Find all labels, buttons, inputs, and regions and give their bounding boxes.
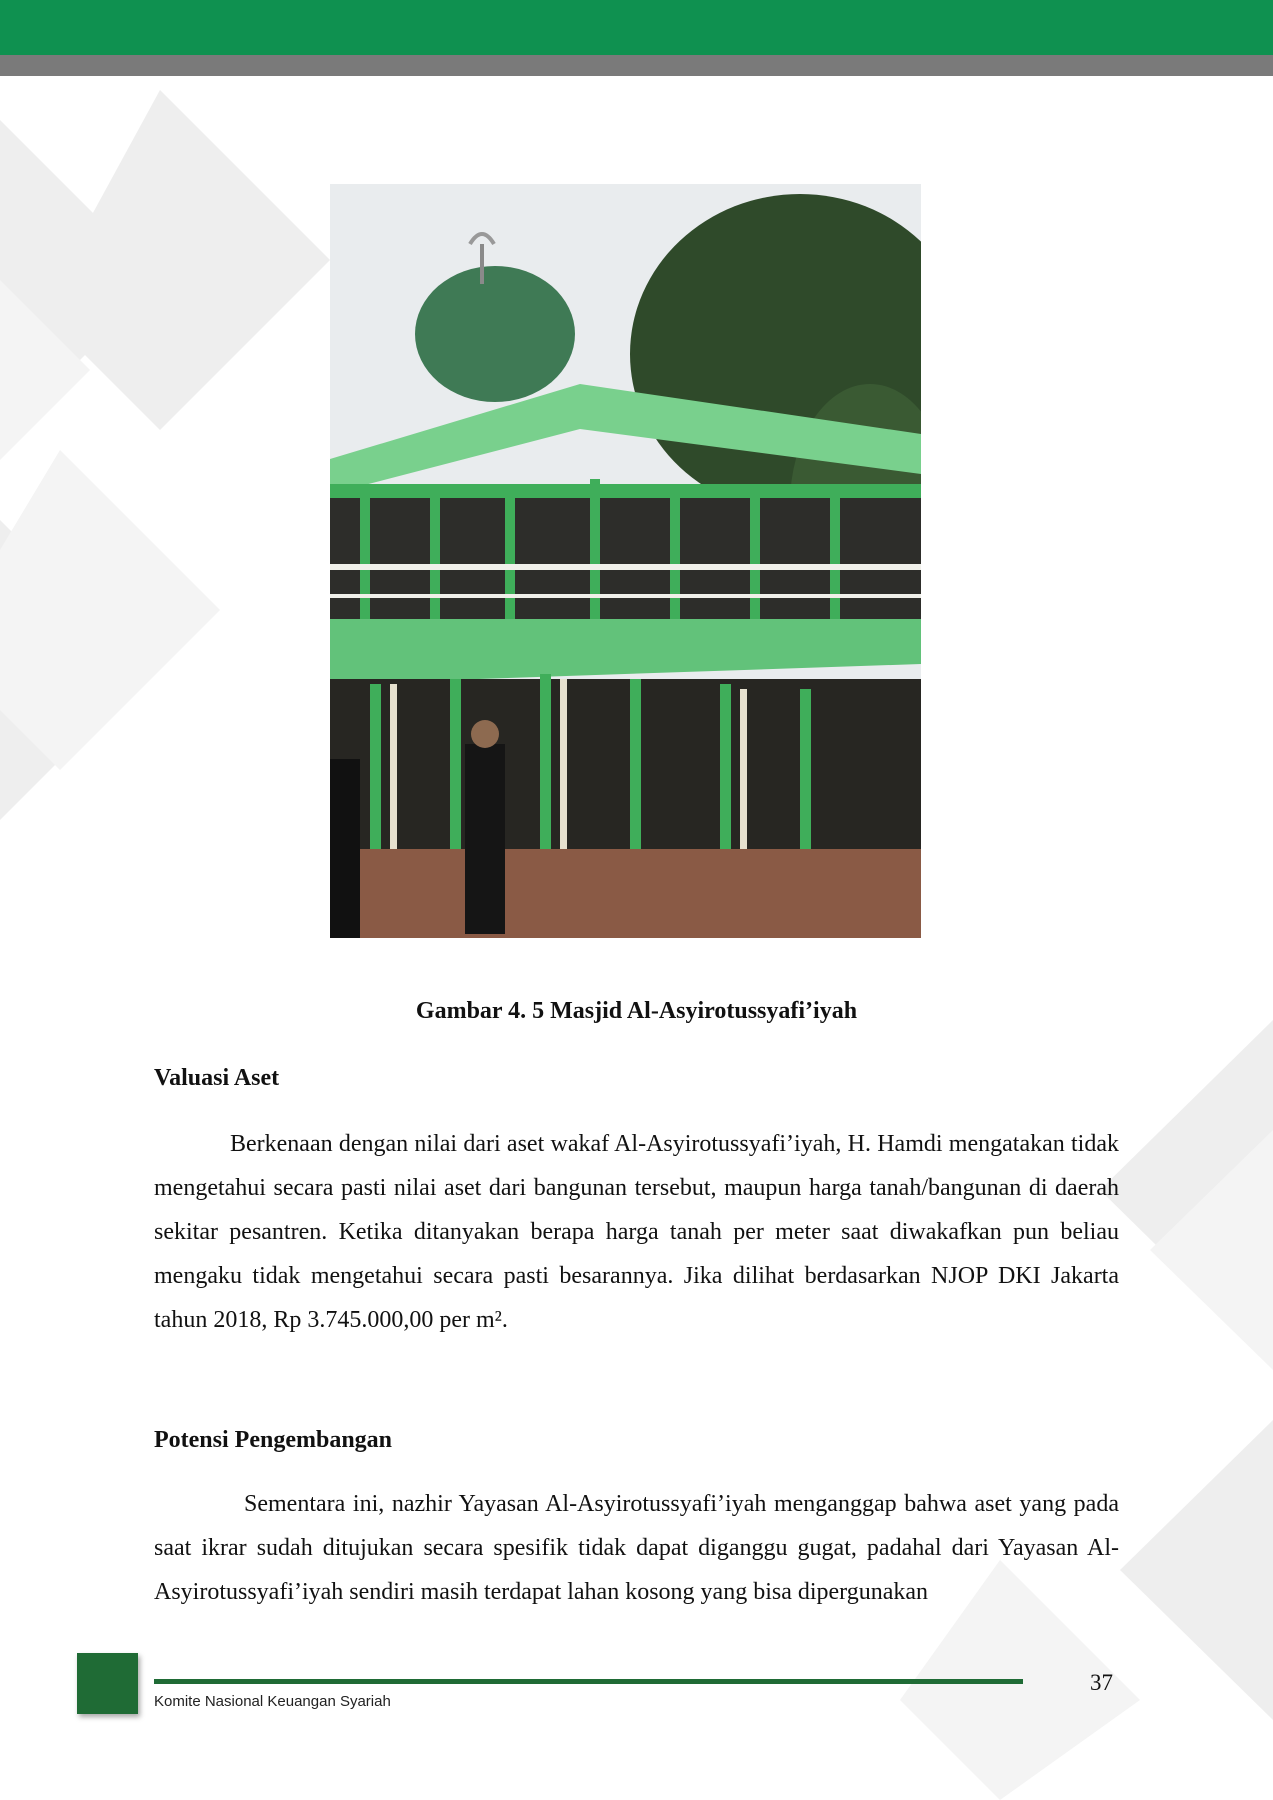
footer-green-square: [77, 1653, 138, 1714]
figure-caption: Gambar 4. 5 Masjid Al-Asyirotussyafi’iyah: [415, 998, 858, 1024]
paragraph-potensi-pengembangan: Sementara ini, nazhir Yayasan Al-Asyirotussyafi’iyah menganggap bahwa aset yang pada saat ikrar sudah ditujukan secara spesifik tidak dapat diganggu gugat, padahal dari Yayasan Al-Asyirotussyafi’iyah sendiri masih terdapat lahan kosong yang bisa dipergunakan: [154, 1491, 1119, 1605]
paragraph-valuasi-aset: Berkenaan dengan nilai dari aset wakaf Al-Asyirotussyafi’iyah, H. Hamdi mengatakan tidak mengetahui secara pasti nilai aset dari bangunan tersebut, maupun harga tanah/bangunan di daerah sekitar pesantren. Ketika ditanyakan berapa harga tanah per meter saat diwakafkan pun beliau mengaku tidak mengetahui secara pasti besarannya. Jika dilihat berdasarkan NJOP DKI Jakarta tahun 2018, Rp 3.745.000,00 per m².: [154, 1131, 1119, 1333]
mosque-photo: [330, 184, 921, 938]
header-gray-band: [0, 55, 1273, 76]
section-heading-valuasi-aset: Valuasi Aset: [154, 1065, 280, 1091]
section-heading-potensi-pengembangan: Potensi Pengembangan: [154, 1427, 393, 1453]
header-green-band: [0, 0, 1273, 55]
footer-divider-line: [154, 1679, 1023, 1684]
footer-organization: Komite Nasional Keuangan Syariah: [154, 1693, 391, 1710]
page-number: 37: [1090, 1670, 1113, 1695]
